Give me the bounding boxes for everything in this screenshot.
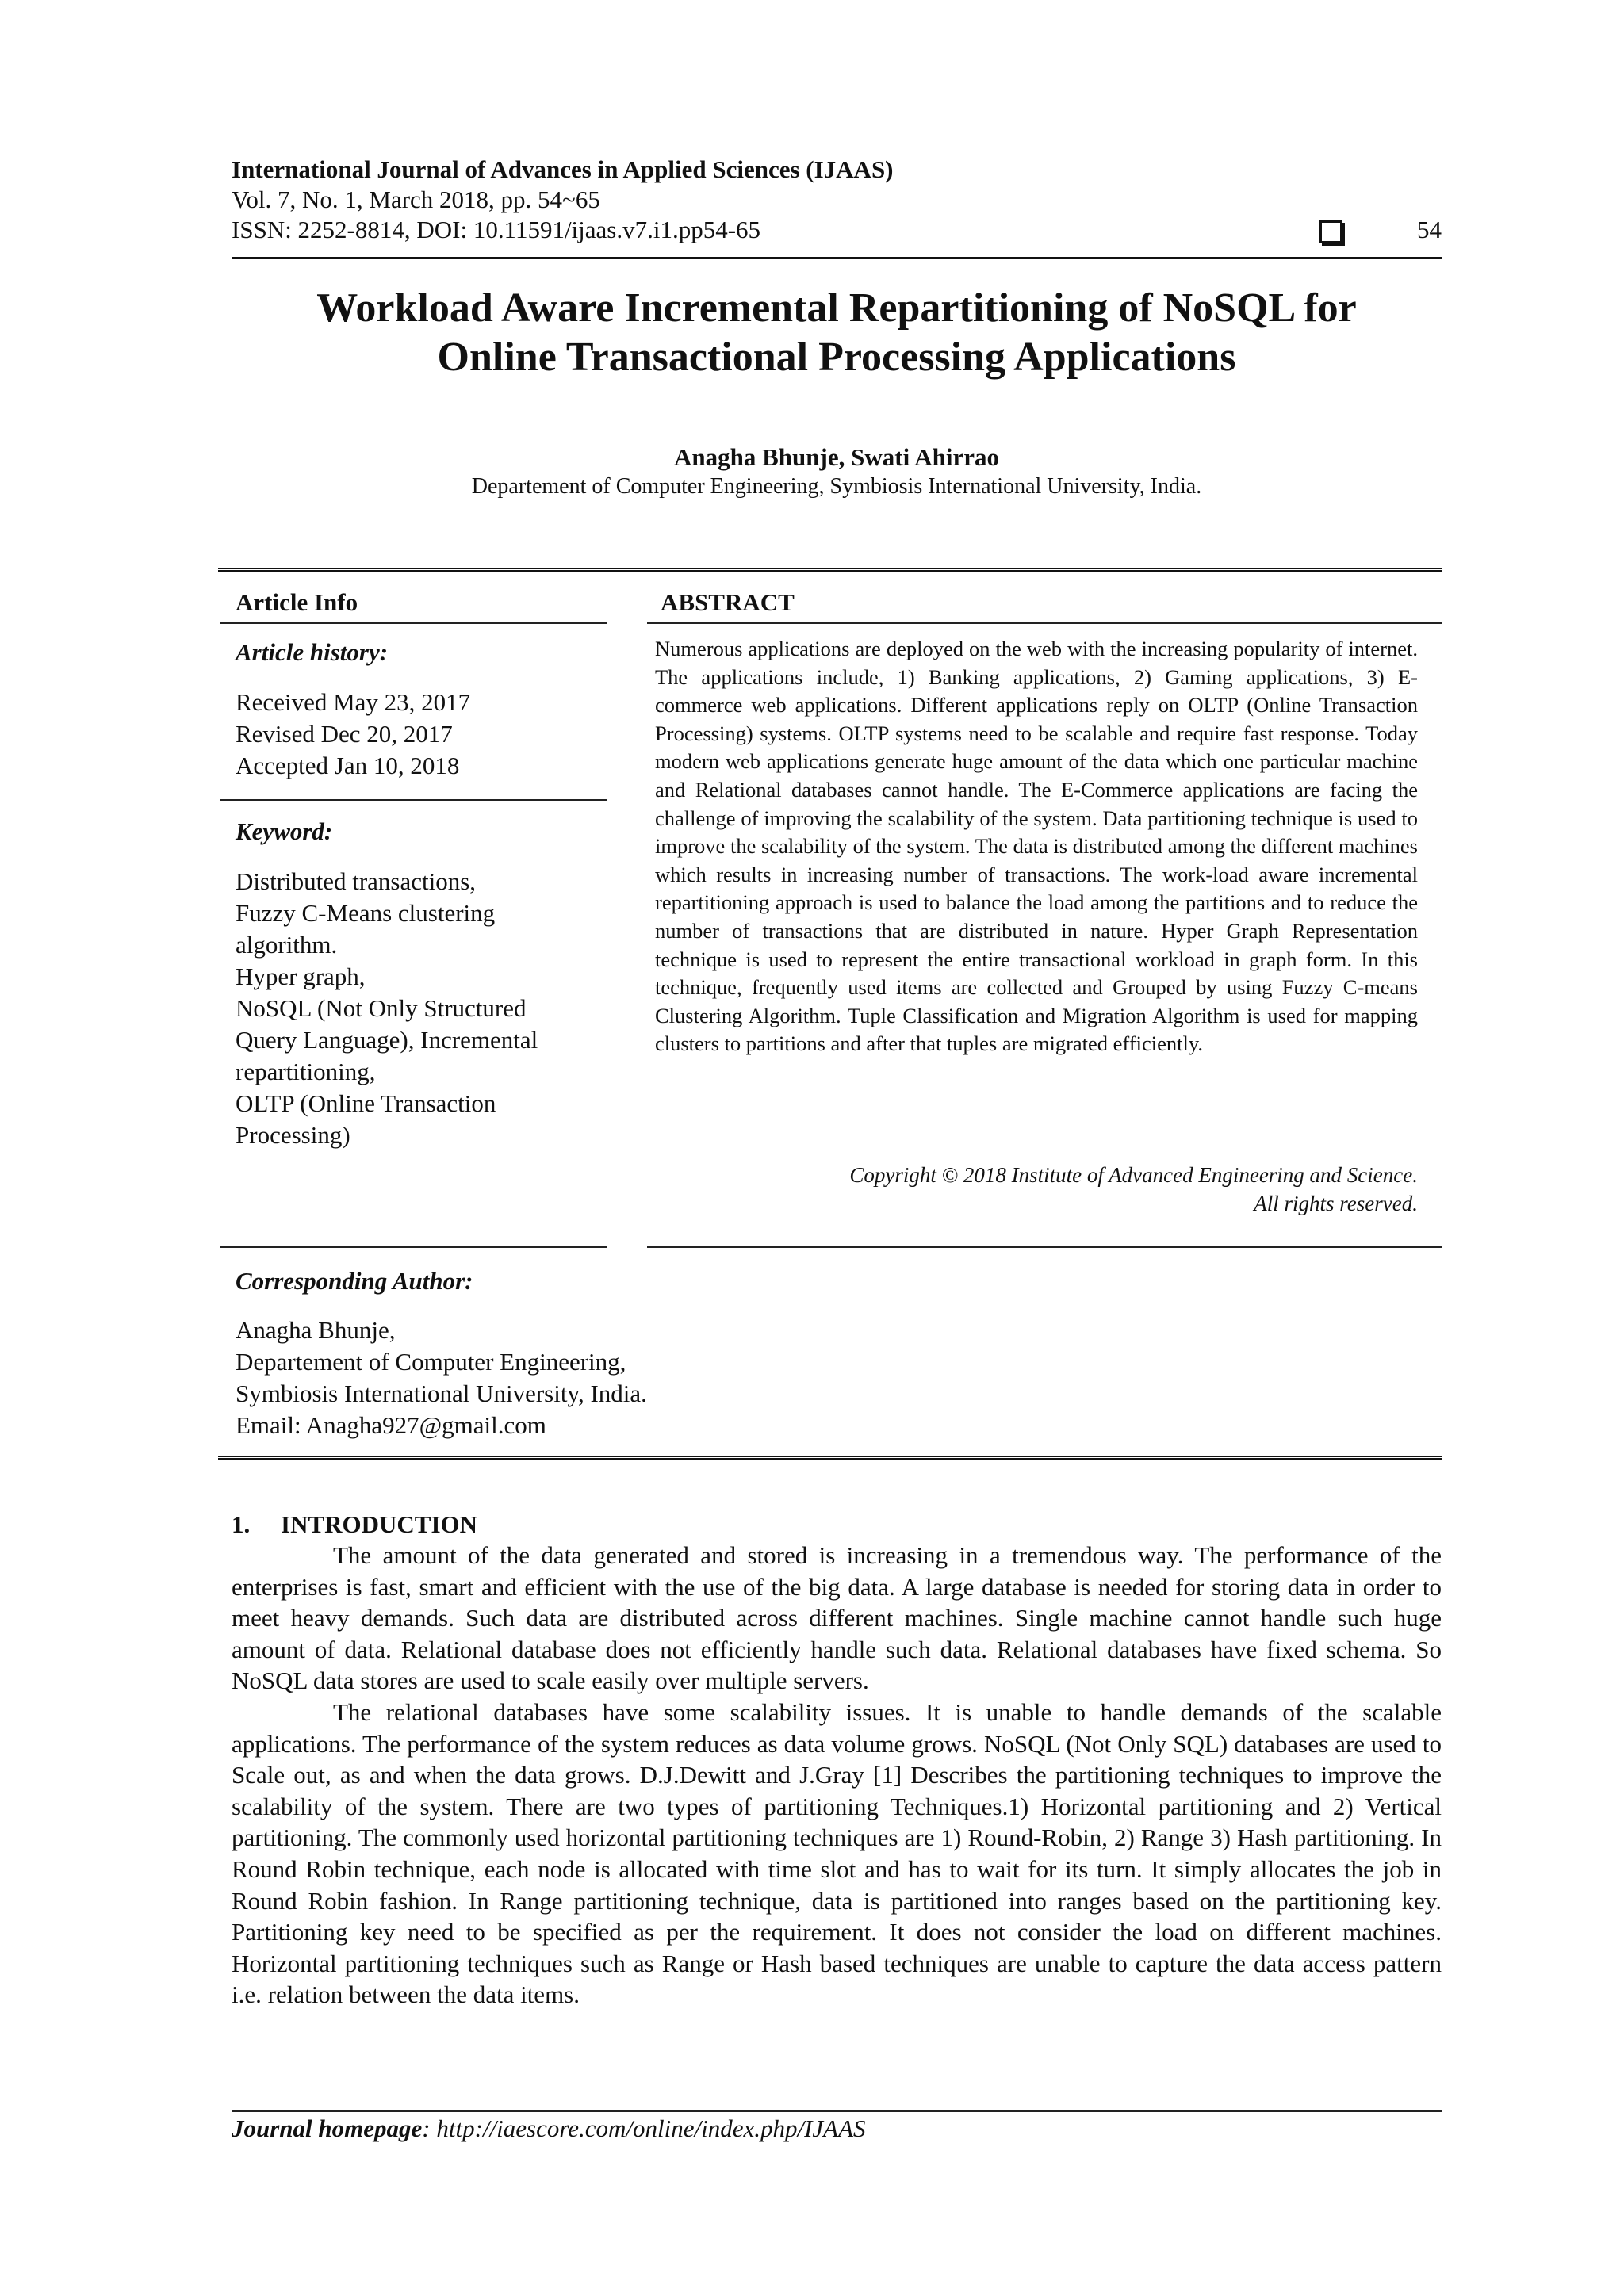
introduction-heading: 1. INTRODUCTION bbox=[232, 1510, 478, 1538]
keyword-list bbox=[236, 866, 538, 1151]
intro-paragraph-1: The amount of the data generated and stored is increasing in a tremendous way. The performance of the enterprises is fast, smart and efficient with the use of the big data. A large database is needed for storing data in order to meet heavy demands. Such data are distributed across different machines. Single machine cannot handle such huge amount of data. Relational database does not efficiently handle such data. Relational databases have fixed schema. So NoSQL data stores are used to scale easily over multiple servers. bbox=[232, 1541, 1442, 1695]
copyright bbox=[655, 1161, 1418, 1218]
info-top-rule bbox=[218, 568, 1442, 572]
footer-rule bbox=[232, 2110, 1442, 2112]
keyword-item: algorithm. bbox=[236, 931, 338, 959]
history-accepted: Accepted Jan 10, 2018 bbox=[236, 752, 460, 779]
authors: Anagha Bhunje, Swati Ahirrao bbox=[674, 443, 999, 471]
title-line-1: Workload Aware Incremental Repartitioning of NoSQL for bbox=[316, 285, 1357, 331]
keyword-item: Distributed transactions, bbox=[236, 867, 477, 895]
corresponding-email: Email: Anagha927@gmail.com bbox=[236, 1411, 546, 1439]
keyword-item: OLTP (Online Transaction bbox=[236, 1089, 496, 1117]
homepage-url[interactable]: : http://iaescore.com/online/index.php/IJAAS bbox=[422, 2114, 866, 2142]
corresponding-details bbox=[236, 1314, 647, 1441]
keyword-rule bbox=[220, 1246, 607, 1248]
keyword-item: Query Language), Incremental bbox=[236, 1026, 538, 1054]
keyword-item: Processing) bbox=[236, 1121, 350, 1149]
keyword-item: Fuzzy C-Means clustering bbox=[236, 899, 496, 927]
journal-name: International Journal of Advances in Applied Sciences (IJAAS) bbox=[232, 155, 894, 183]
copyright-line-2: All rights reserved. bbox=[1254, 1192, 1418, 1215]
page-number: 54 bbox=[1417, 216, 1442, 243]
corresponding-university: Symbiosis International University, India. bbox=[236, 1380, 647, 1407]
copyright-line-1: Copyright © 2018 Institute of Advanced Engineering and Science. bbox=[849, 1163, 1418, 1187]
paper-title bbox=[232, 284, 1442, 382]
abstract-heading: ABSTRACT bbox=[661, 588, 795, 616]
abstract-bottom-rule bbox=[647, 1246, 1442, 1248]
history-rule bbox=[220, 799, 607, 801]
affiliation: Departement of Computer Engineering, Symbiosis International University, India. bbox=[471, 474, 1202, 499]
volume-info: Vol. 7, No. 1, March 2018, pp. 54~65 bbox=[232, 186, 600, 213]
article-info-rule bbox=[220, 622, 607, 624]
history-received: Received May 23, 2017 bbox=[236, 688, 471, 716]
corresponding-heading: Corresponding Author: bbox=[236, 1267, 473, 1295]
title-line-2: Online Transactional Processing Applications bbox=[437, 335, 1236, 380]
keyword-heading: Keyword: bbox=[236, 817, 333, 845]
keyword-item: Hyper graph, bbox=[236, 962, 366, 990]
square-box-icon bbox=[1320, 220, 1342, 243]
keyword-item: NoSQL (Not Only Structured bbox=[236, 994, 527, 1022]
homepage-label: Journal homepage bbox=[232, 2114, 423, 2142]
journal-homepage bbox=[232, 2114, 866, 2143]
abstract-text: Numerous applications are deployed on the web with the increasing popularity of internet. The applications include, 1) Banking applications, 2) Gaming applications, 3) E-commerce web applications. Different applications reply on OLTP (Online Transaction Processing) systems. OLTP systems need to be scalable and require fast response. Today modern web applications generate huge amount of the data which one particular machine and Relational databases cannot handle. The E-Commerce applications are facing the challenge of improving the scalability of the system. Data partitioning technique is used to improve the scalability of the system. The data is distributed among the different machines which results in increasing number of transactions. The work-load aware incremental repartitioning approach is used to balance the load among the partitions and to reduce the number of transactions that are distributed in nature. Hyper Graph Representation technique is used to represent the entire transactional workload in graph form. In this technique, frequently used items are collected and Grouped by using Fuzzy C-means Clustering Algorithm. Tuple Classification and Migration Algorithm is used for mapping clusters to partitions and after that tuples are migrated efficiently. bbox=[655, 637, 1418, 1056]
corresponding-name: Anagha Bhunje, bbox=[236, 1316, 396, 1344]
article-history bbox=[236, 687, 470, 782]
info-bottom-rule bbox=[218, 1456, 1442, 1460]
abstract-rule bbox=[647, 622, 1442, 624]
introduction-body bbox=[232, 1540, 1442, 2011]
intro-paragraph-2: The relational databases have some scalability issues. It is unable to handle demands of the scalable applications. The performance of the system reduces as data volume grows. NoSQL (Not Only SQL) databases are used to Scale out, as and when the data grows. D.J.Dewitt and J.Gray [1] Describes the partitioning techniques to improve the scalability of the system. There are two types of partitioning Techniques.1) Horizontal partitioning and 2) Vertical partitioning. The commonly used horizontal partitioning techniques are 1) Round-Robin, 2) Range 3) Hash partitioning. In Round Robin technique, each node is allocated with time slot and has to wait for its turn. It simply allocates the job in Round Robin fashion. In Range partitioning technique, data is partitioned into ranges based on the partitioning key. Partitioning key need to be specified as per the requirement. It does not consider the load on different machines. Horizontal partitioning techniques such as Range or Hash based techniques are unable to capture the data access pattern i.e. relation between the data items. bbox=[232, 1697, 1442, 2009]
corresponding-dept: Departement of Computer Engineering, bbox=[236, 1348, 626, 1376]
header-rule bbox=[232, 257, 1442, 259]
history-revised: Revised Dec 20, 2017 bbox=[236, 720, 453, 748]
article-info-heading: Article Info bbox=[236, 588, 358, 616]
keyword-item: repartitioning, bbox=[236, 1058, 376, 1085]
article-history-heading: Article history: bbox=[236, 638, 389, 666]
issn-doi: ISSN: 2252-8814, DOI: 10.11591/ijaas.v7.i1.pp54-65 bbox=[232, 216, 761, 243]
